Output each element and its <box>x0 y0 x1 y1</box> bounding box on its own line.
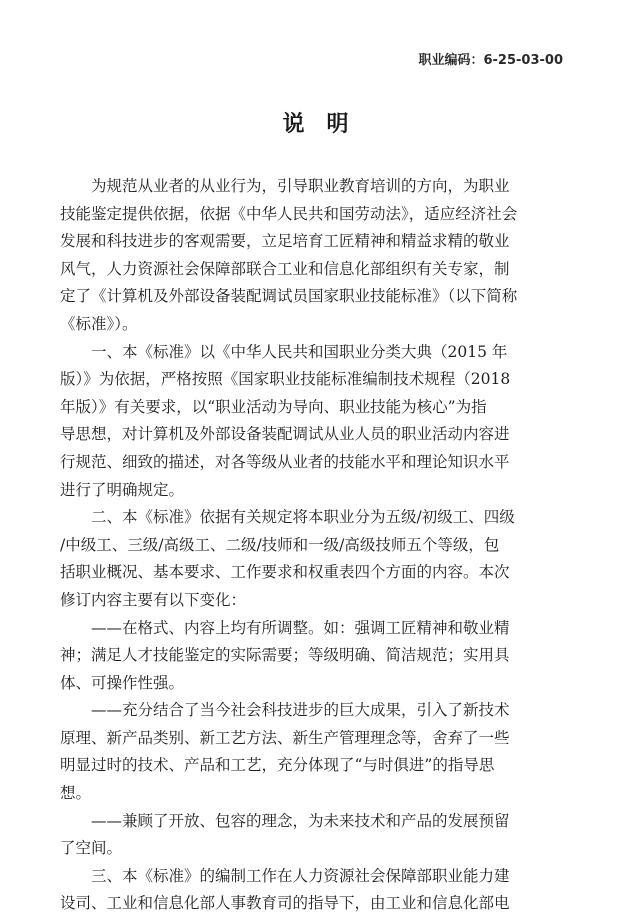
text-line: 了空间。 <box>60 839 123 858</box>
text-line: 《标准》）。 <box>60 314 138 333</box>
text-line: 明显过时的技术、产品和工艺，充分体现了“与时俱进”的指导思 <box>60 756 495 775</box>
text-line: 为规范从业者的从业行为，引导职业教育培训的方向，为职业 <box>91 177 510 195</box>
text-line: 括职业概况、基本要求、工作要求和权重表四个方面的内容。本次 <box>60 563 510 582</box>
text-line: 定了《计算机及外部设备装配调试员国家职业技能标准》（以下简称 <box>60 287 518 306</box>
document-body <box>60 173 580 918</box>
text-line: 神；满足人才技能鉴定的实际需要；等级明确、简洁规范；实用具 <box>60 646 510 665</box>
text-line: 修订内容主要有以下变化： <box>60 590 247 609</box>
text-line: 一、本《标准》以《中华人民共和国职业分类大典（2015 年 <box>91 342 508 361</box>
text-line: ——兼顾了开放、包容的理念，为未来技术和产品的发展预留 <box>91 811 510 830</box>
text-line: /中级工、三级/高级工、二级/技师和一级/高级技师五个等级，包 <box>60 535 500 554</box>
text-line: 二、本《标准》依据有关规定将本职业分为五级/初级工、四级 <box>91 508 515 527</box>
page-title: 说明 <box>282 112 371 137</box>
text-line: 发展和科技进步的客观需要，立足培育工匠精神和精益求精的敬业 <box>60 232 510 251</box>
text-line: 导思想，对计算机及外部设备装配调试从业人员的职业活动内容进 <box>60 425 510 444</box>
text-line: 年版）》有关要求，以“职业活动为导向、职业技能为核心”为指 <box>60 397 487 416</box>
text-line: 风气，人力资源社会保障部联合工业和信息化部组织有关专家，制 <box>60 259 510 278</box>
text-line: 三、本《标准》的编制工作在人力资源社会保障部职业能力建 <box>91 866 510 885</box>
text-line: ——充分结合了当今社会科技进步的巨大成果，引入了新技术 <box>91 701 510 720</box>
text-line: 设司、工业和信息化部人事教育司的指导下，由工业和信息化部电 <box>60 894 510 913</box>
text-line: ——在格式、内容上均有所调整。如：强调工匠精神和敬业精 <box>91 618 510 637</box>
occupation-code: 职业编码：6-25-03-00 <box>418 53 563 68</box>
text-line: 想。 <box>60 784 92 803</box>
text-line: 进行了明确规定。 <box>60 480 185 499</box>
text-line: 版）》为依据，严格按照《国家职业技能标准编制技术规程（2018 <box>60 370 511 389</box>
text-line: 技能鉴定提供依据，依据《中华人民共和国劳动法》，适应经济社会 <box>60 204 518 223</box>
text-line: 行规范、细致的描述，对各等级从业者的技能水平和理论知识水平 <box>60 452 510 471</box>
text-line: 体、可操作性强。 <box>60 673 185 692</box>
text-line: 原理、新产品类别、新工艺方法、新生产管理理念等，舍弃了一些 <box>60 728 510 747</box>
